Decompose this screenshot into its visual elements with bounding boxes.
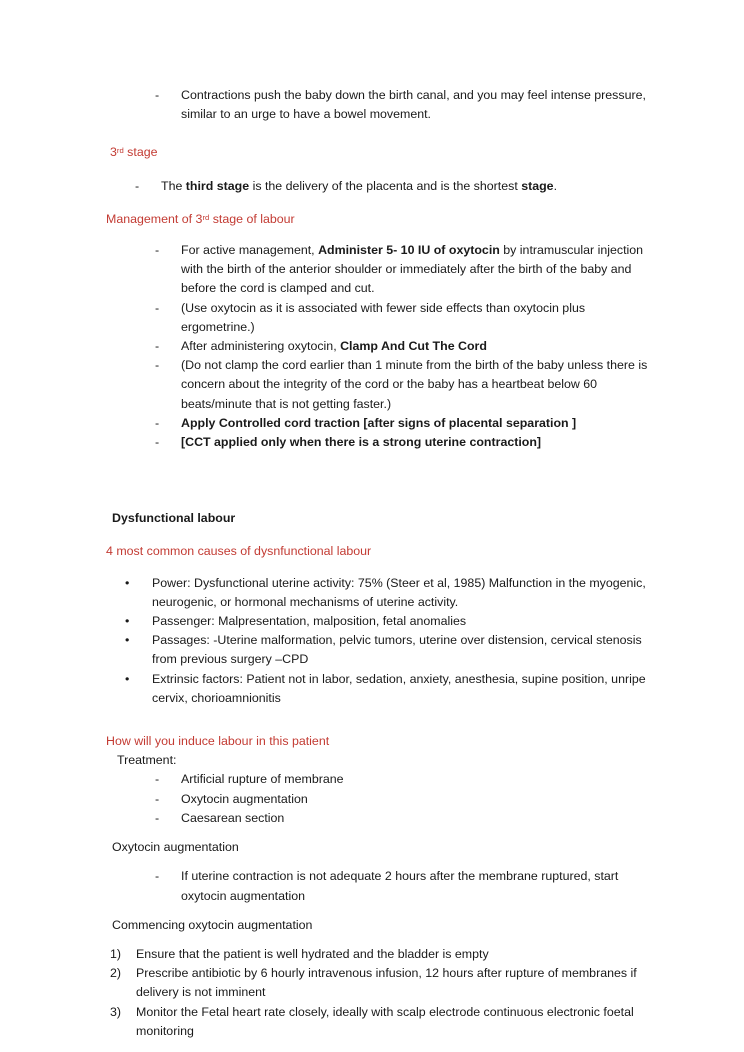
list-item: [0, 770, 744, 789]
spacer: [0, 708, 744, 732]
list-item: [0, 414, 744, 433]
heading-suffix: stage of labour: [209, 211, 295, 226]
list-item-text: Power: Dysfunctional uterine activity: 75% (Steer et al, 1985) Malfunction in the myogenic, neurogenic, or hormonal mechanisms of uterine activity.: [152, 575, 646, 609]
list-item-text: Monitor the Fetal heart rate closely, ideally with scalp electrode continuous electronic foetal monitoring: [136, 1004, 634, 1038]
dash-marker: -: [135, 178, 140, 193]
bullet-marker: •: [125, 633, 130, 648]
spacer: [0, 857, 744, 867]
heading-superscript: rd: [116, 146, 124, 156]
heading-management-third-stage: [0, 210, 744, 229]
list-item: [0, 964, 744, 1002]
bold-run: third stage: [185, 178, 250, 193]
bullet-marker: •: [125, 671, 130, 686]
list-item-text: Ensure that the patient is well hydrated and the bladder is empty: [136, 946, 489, 961]
dash-marker: -: [155, 358, 160, 373]
list-item: [0, 337, 744, 356]
list-item: [0, 86, 744, 124]
spacer: [0, 229, 744, 241]
heading-suffix: stage: [123, 145, 158, 160]
dash-marker: -: [155, 88, 160, 102]
spacer: [0, 490, 744, 509]
list-item: [0, 299, 744, 337]
list-item-text: After administering oxytocin, Clamp And Cut The Cord: [181, 339, 487, 354]
list-item-text: Artificial rupture of membrane: [181, 772, 344, 787]
list-item: [0, 631, 744, 669]
label-commencing-oxytocin: Commencing oxytocin augmentation: [112, 917, 313, 932]
spacer: [0, 124, 744, 143]
dash-marker: -: [155, 435, 160, 450]
list-item-text: Oxytocin augmentation: [181, 791, 308, 806]
list-item: [0, 790, 744, 809]
heading-third-stage: [0, 143, 744, 162]
heading-dysfunctional-labour: Dysfunctional labour: [112, 511, 236, 526]
bold-run: Clamp And Cut The Cord: [340, 339, 487, 354]
bullet-marker: •: [125, 614, 130, 629]
list-item-text: Prescribe antibiotic by 6 hourly intravenous infusion, 12 hours after rupture of membranes if delivery is not imminent: [136, 966, 637, 1000]
list-item-text: (Do not clamp the cord earlier than 1 minute from the birth of the baby unless there is concern about the integrity of the cord or the baby has a heartbeat below 60 beats/minute that is not getting faster.): [181, 358, 648, 411]
list-item-text: Passenger: Malpresentation, malposition, fetal anomalies: [152, 614, 467, 629]
dash-marker: -: [155, 339, 160, 354]
list-item: [0, 433, 744, 452]
dash-marker: -: [155, 243, 160, 258]
dash-marker: -: [155, 810, 160, 825]
dash-marker: -: [155, 300, 160, 315]
list-item-text: Passages: -Uterine malformation, pelvic tumors, uterine over distension, cervical stenosis from previous surgery –CPD: [152, 633, 642, 667]
dash-marker: -: [155, 772, 160, 787]
spacer: [0, 906, 744, 916]
list-item: [0, 945, 744, 964]
spacer: [0, 528, 744, 542]
spacer: [0, 935, 744, 945]
heading-common-causes: 4 most common causes of dysnfunctional labour: [106, 544, 372, 559]
bullet-marker: •: [125, 575, 130, 590]
list-item-text: For active management, Administer 5- 10 IU of oxytocin by intramuscular injection with the birth of the anterior shoulder or immediately after the birth of the baby and before the cord is clamped and cut.: [181, 243, 644, 296]
heading-prefix: Management of 3: [106, 211, 203, 226]
list-item-text: Caesarean section: [181, 810, 285, 825]
bold-run: stage: [521, 178, 554, 193]
list-item-text: Apply Controlled cord traction [after signs of placental separation ]: [181, 415, 577, 430]
bold-run: Administer 5- 10 IU of oxytocin: [318, 243, 500, 258]
list-item: [0, 867, 744, 905]
list-item: [0, 670, 744, 708]
spacer: [0, 196, 744, 210]
spacer: [0, 562, 744, 574]
dash-marker: -: [155, 869, 160, 884]
list-item: [0, 574, 744, 612]
list-item: [0, 177, 744, 196]
list-item: [0, 241, 744, 299]
list-item-text: (Use oxytocin as it is associated with fewer side effects than oxytocin plus ergometrine.): [181, 300, 586, 334]
spacer: [0, 452, 744, 490]
dash-marker: -: [155, 415, 160, 430]
list-item: [0, 356, 744, 414]
list-item-text: If uterine contraction is not adequate 2 hours after the membrane ruptured, start oxytocin augmentation: [181, 869, 619, 903]
number-marker: 2): [110, 966, 122, 981]
number-marker: 1): [110, 946, 122, 961]
list-item: [0, 1003, 744, 1041]
number-marker: 3): [110, 1004, 122, 1019]
list-item: [0, 612, 744, 631]
dash-marker: -: [155, 791, 160, 806]
label-oxytocin-augmentation: Oxytocin augmentation: [112, 840, 239, 855]
list-item-text: Contractions push the baby down the birth canal, and you may feel intense pressure, similar to an urge to have a bowel movement.: [181, 88, 646, 122]
heading-prefix: 3: [110, 145, 117, 160]
heading-induce-labour: How will you induce labour in this patient: [106, 734, 330, 749]
label-treatment: Treatment:: [117, 753, 177, 768]
heading-superscript: rd: [202, 212, 210, 222]
spacer: [0, 828, 744, 838]
document-body: [0, 86, 744, 1041]
list-item-text: [CCT applied only when there is a strong uterine contraction]: [181, 435, 542, 450]
list-item-text: The third stage is the delivery of the placenta and is the shortest stage.: [161, 178, 558, 193]
spacer: [0, 163, 744, 177]
list-item-text: Extrinsic factors: Patient not in labor, sedation, anxiety, anesthesia, supine position, unripe cervix, chorioamnionitis: [152, 671, 646, 705]
list-item: [0, 809, 744, 828]
